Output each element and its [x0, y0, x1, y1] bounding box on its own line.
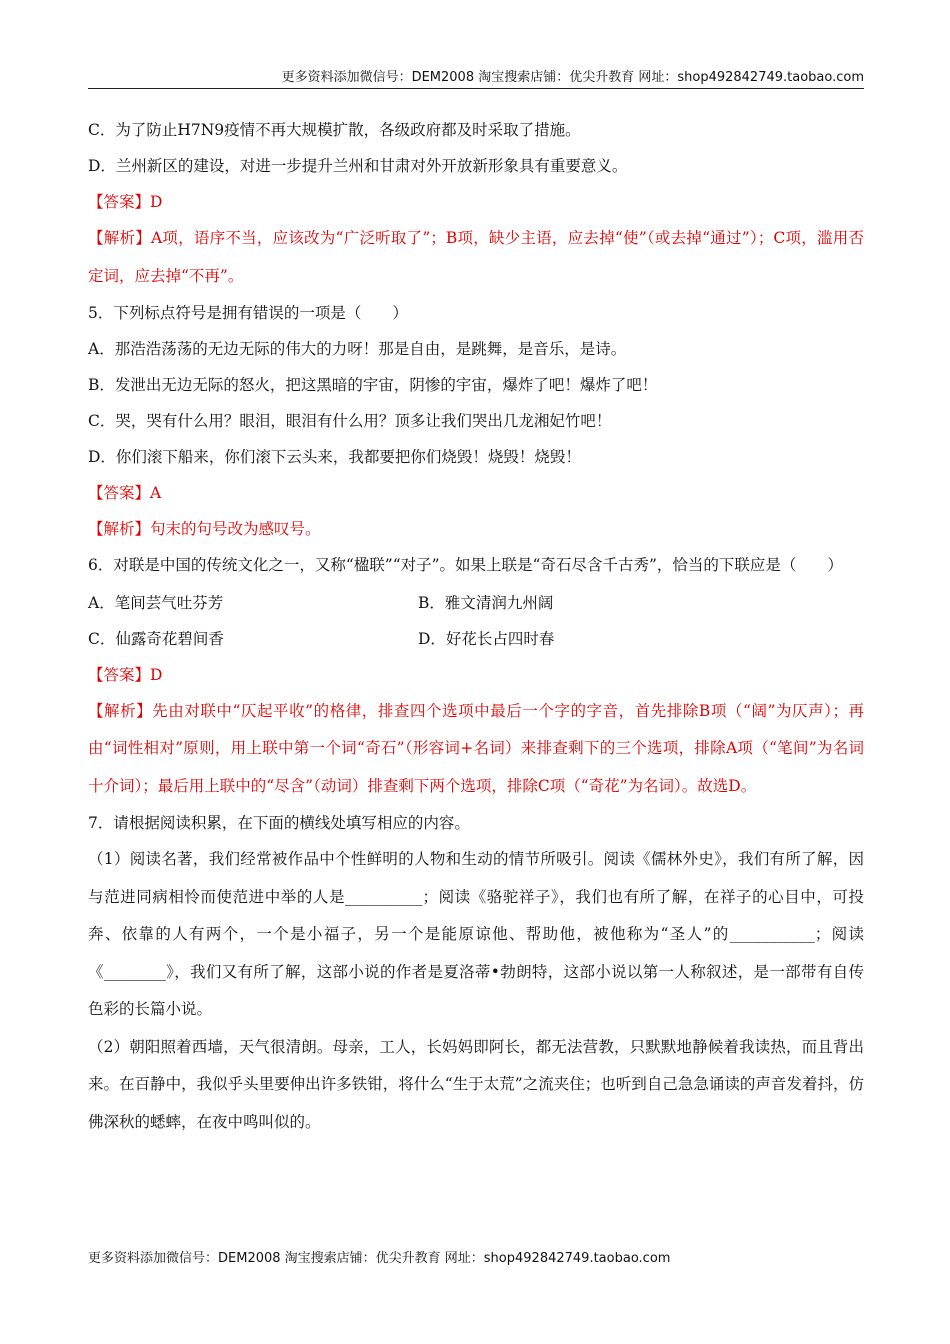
q6-option-a: A．笔间芸气吐芬芳	[88, 593, 224, 612]
q5-option-d: D．你们滚下船来，你们滚下云头来，我都要把你们烧毁！烧毁！烧毁！	[88, 448, 581, 466]
q5-option-a: A．那浩浩荡荡的无边无际的伟大的力呀！那是自由，是跳舞，是音乐，是诗。	[88, 340, 627, 358]
page-header: 更多资料添加微信号：DEM2008 淘宝搜索店铺：优尖升教育 网址：shop492842749.taobao.com	[281, 70, 864, 85]
header-divider	[88, 88, 864, 89]
q6-stem: 6．对联是中国的传统文化之一，又称“楹联”“对子”。如果上联是“奇石尽含千古秀”，恰当的下联应是（ ）	[88, 556, 843, 574]
q5-option-c: C．哭，哭有什么用？眼泪，眼泪有什么用？顶多让我们哭出几龙湘妃竹吧！	[88, 412, 612, 430]
q5-answer: 【答案】A	[88, 484, 162, 502]
q6-answer: 【答案】D	[88, 665, 163, 684]
page-footer: 更多资料添加微信号：DEM2008 淘宝搜索店铺：优尖升教育 网址：shop492842749.taobao.com	[88, 1251, 671, 1266]
q4-option-c: C．为了防止H7N9疫情不再大规模扩散，各级政府都及时采取了措施。	[88, 121, 581, 139]
q6-option-c: C．仙露奇花碧间香	[88, 629, 224, 648]
q7-stem: 7．请根据阅读积累，在下面的横线处填写相应的内容。	[88, 814, 470, 832]
q5-option-b: B．发泄出无边无际的怒火，把这黑暗的宇宙，阴惨的宇宙，爆炸了吧！爆炸了吧！	[88, 376, 658, 394]
q4-analysis: 【解析】A项，语序不当，应该改为“广泛听取了”；B项，缺少主语，应去掉“使”（或去掉“通过”）；C项，滥用否定词，应去掉“不再”。	[88, 229, 864, 285]
q6-option-b: B．雅文清润九州阔	[418, 593, 554, 612]
q5-stem: 5．下列标点符号是拥有错误的一项是（ ）	[88, 304, 408, 322]
q7-part-2: （2）朝阳照着西墙，天气很清朗。母亲，工人，长妈妈即阿长，都无法营教，只默默地静候着我读热，而且背出来。在百静中，我似乎头里要伸出许多铁钳，将什么“生于太荒”之流夹住；也听到自己急急诵读的声音发着抖，仿佛深秋的蟋蟀，在夜中鸣叫似的。	[88, 1037, 864, 1131]
q6-options-row-2	[88, 621, 864, 657]
q5-analysis: 【解析】句末的句号改为感叹号。	[88, 520, 321, 538]
document-body	[88, 112, 864, 1141]
q6-option-d: D．好花长占四时春	[418, 629, 555, 648]
q6-analysis: 【解析】先由对联中“仄起平收”的格律，排查四个选项中最后一个字的字音，首先排除B项（“阔”为仄声）；再由“词性相对”原则，用上联中第一个词“奇石”（形容词+名词）来排查剩下的三个选项，排除A项（“笔间”为名词十介词）；最后用上联中的“尽含”（动词）排查剩下两个选项，排除C项（“奇花”为名词）。故选D。	[88, 701, 864, 795]
q7-part-1: （1）阅读名著，我们经常被作品中个性鲜明的人物和生动的情节所吸引。阅读《儒林外史》，我们有所了解，因与范进同病相怜而使范进中举的人是__________；阅读《骆驼祥子》，我们也有所了解，在祥子的心目中，可投奔、依靠的人有两个，一个是小福子，另一个是能原谅他、帮助他，被他称为“圣人”的___________；阅读《________》，我们又有所了解，这部小说的作者是夏洛蒂•勃朗特，这部小说以第一人称叙述，是一部带有自传色彩的长篇小说。	[88, 850, 864, 1018]
q4-option-d: D．兰州新区的建设，对进一步提升兰州和甘肃对外开放新形象具有重要意义。	[88, 157, 628, 175]
q4-answer: 【答案】D	[88, 193, 163, 211]
q6-options-row-1	[88, 585, 864, 621]
